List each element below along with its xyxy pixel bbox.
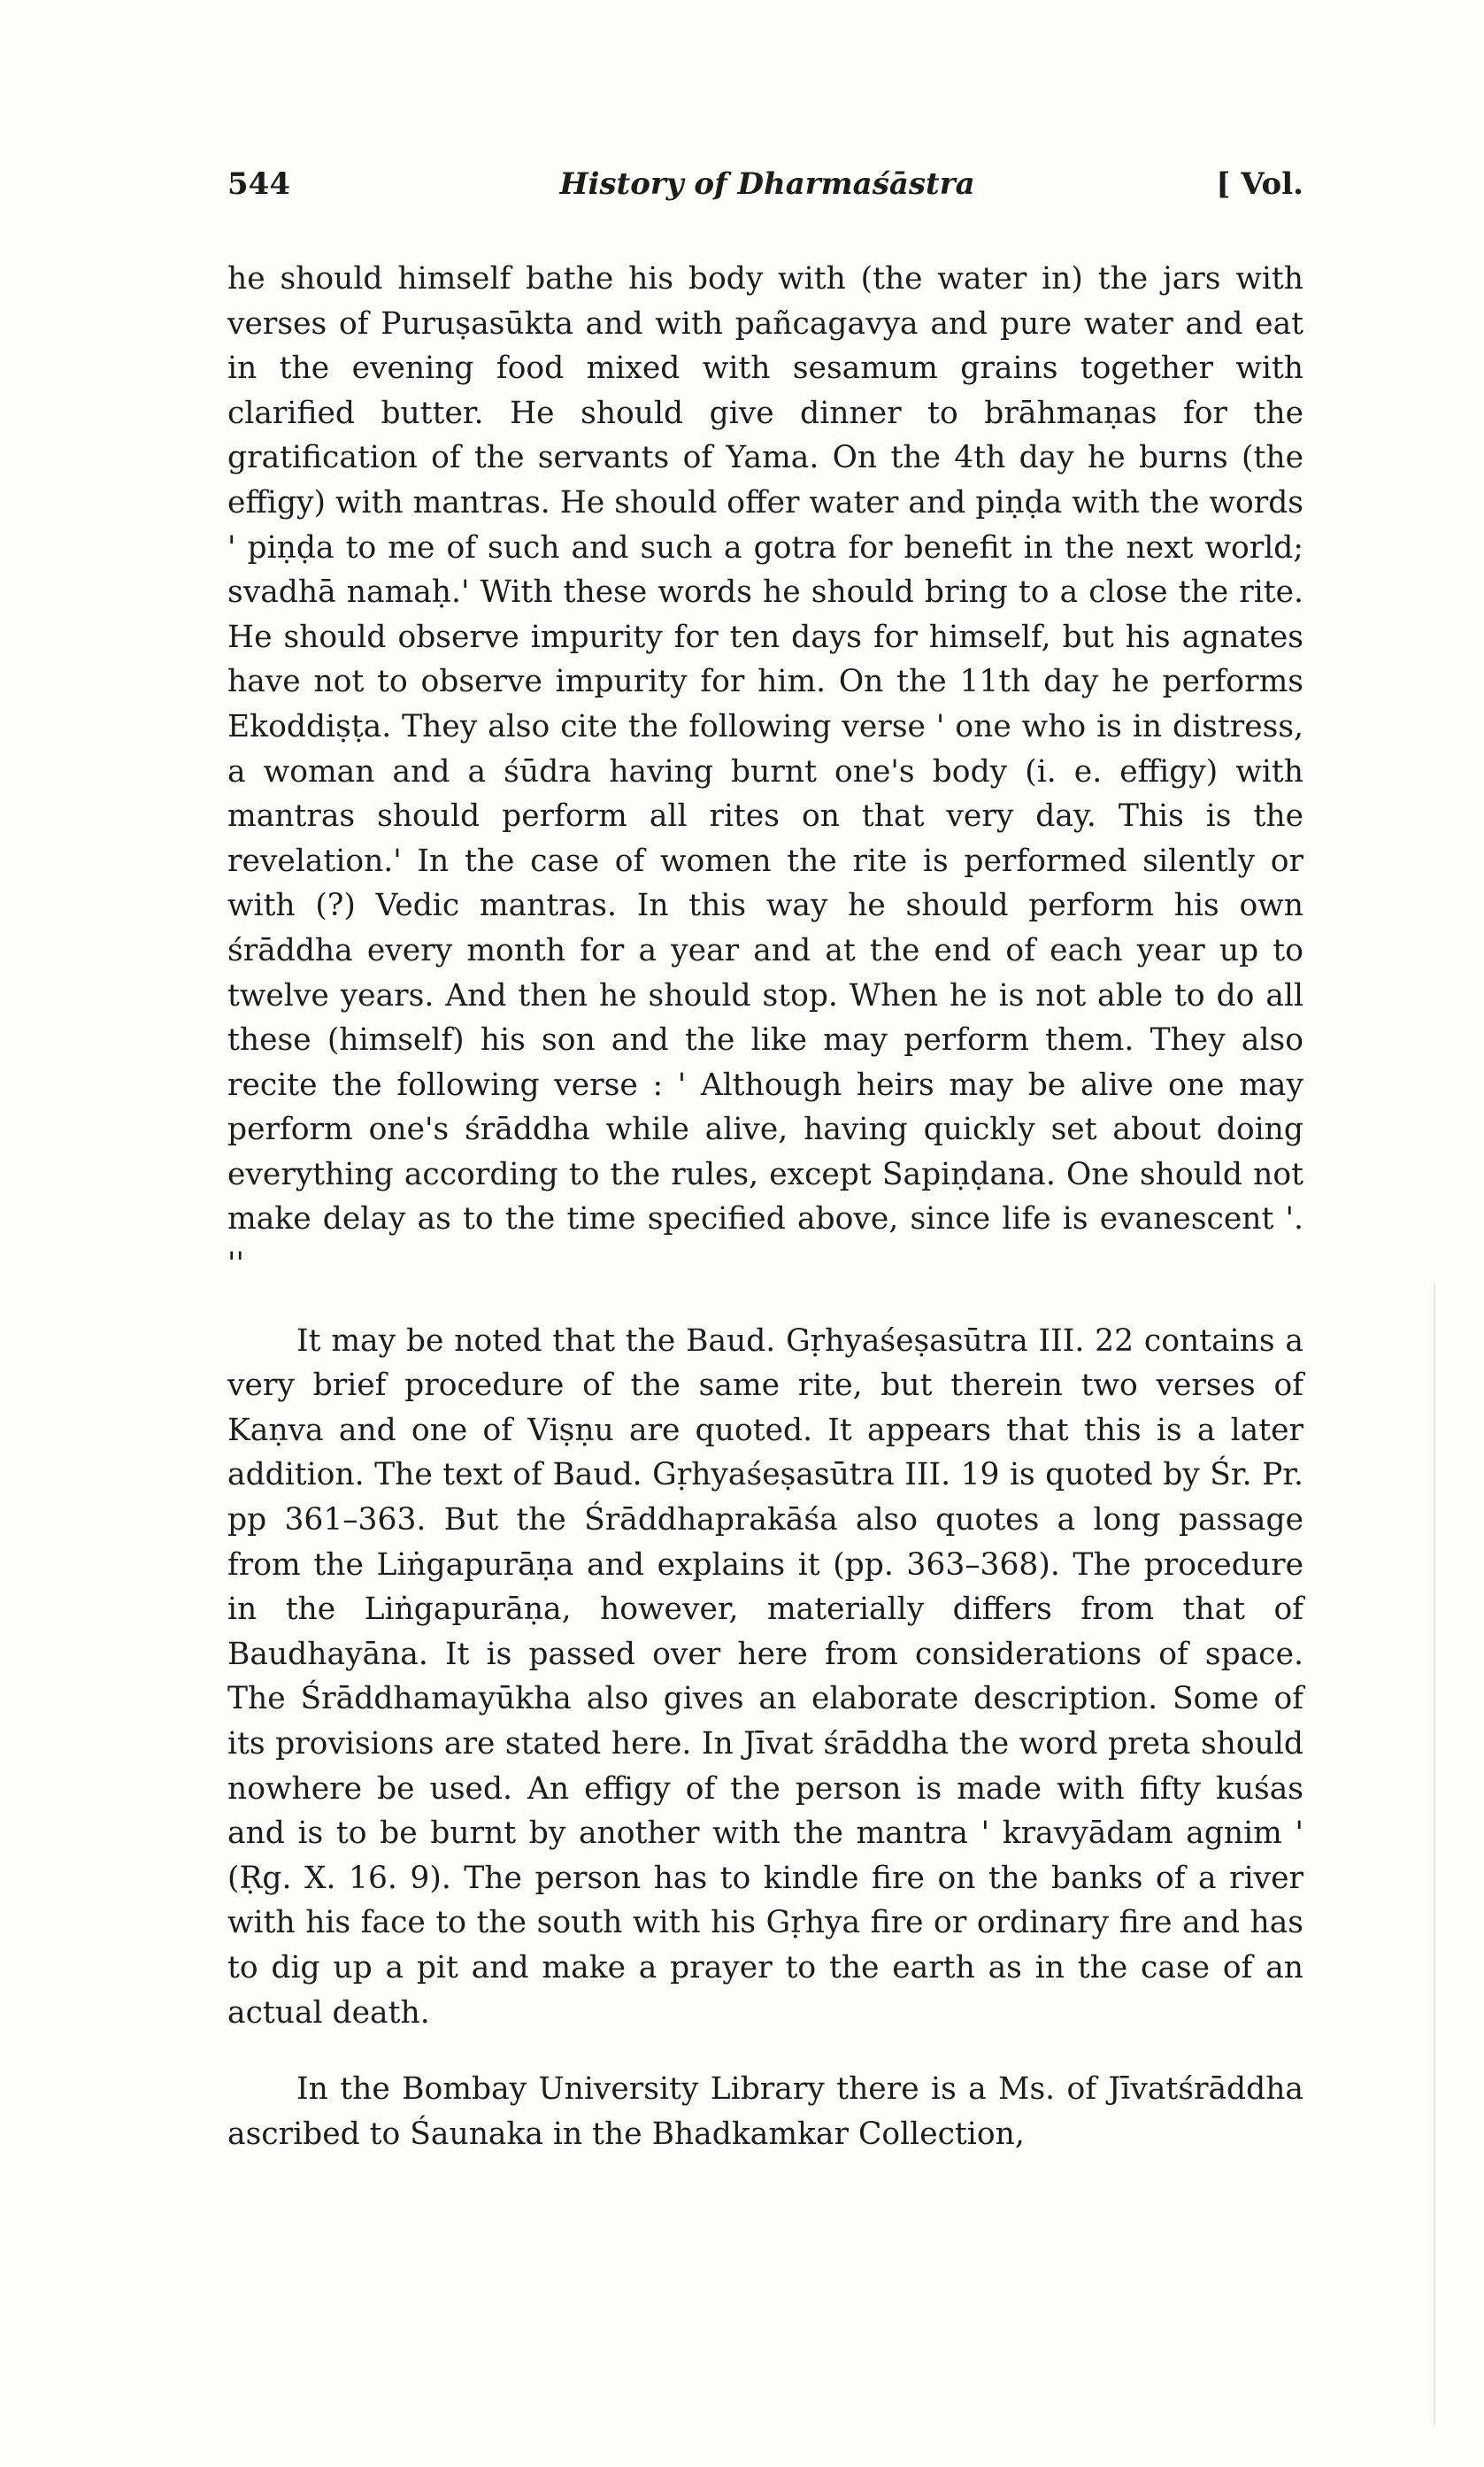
page-number: 544 — [227, 166, 290, 202]
paragraph-baudhayana: It may be noted that the Baud. Gṛhyaśeṣasūtra III. 22 contains a very brief procedure of the same rite, but therein two verses of Kaṇva and one of Viṣṇu are quoted. It appears that this is a later addition. The text of Baud. Gṛhyaśeṣasūtra III. 19 is quoted by Śr. Pr. pp 361–363. But the Śrāddhaprakāśa also quotes a long passage from the Liṅgapurāṇa and explains it (pp. 363–368). The procedure in the Liṅgapurāṇa, however, materially differs from that of Baudhayāna. It is passed over here from considerations of space. The Śrāddhamayūkha also gives an elaborate description. Some of its provisions are stated here. In Jīvat śrāddha the word preta should nowhere be used. An effigy of the person is made with fifty kuśas and is to be burnt by another with the mantra ' kravyādam agnim ' (Ṛg. X. 16. 9). The person has to kindle fire on the banks of a river with his face to the south with his Gṛhya fire or ordinary fire and has to dig up a pit and make a prayer to the earth as in the case of an actual death. — [227, 1322, 1303, 2031]
paragraph-continued: he should himself bathe his body with (the water in) the jars with verses of Puruṣasūkta and with pañcagavya and pure water and eat in the evening food mixed with sesamum grains together with clarified butter. He should give dinner to brāhmaṇas for the gratification of the servants of Yama. On the 4th day he burns (the effigy) with mantras. He should offer water and piṇḍa with the words ' piṇḍa to me of such and such a gotra for benefit in the next world; svadhā namaḥ.' With these words he should bring to a close the rite. He should observe impurity for ten days for himself, but his agnates have not to observe impurity for him. On the 11th day he performs Ekoddiṣṭa. They also cite the following verse ' one who is in distress, a woman and a śūdra having burnt one's body (i. e. effigy) with mantras should perform all rites on that very day. This is the revelation.' In the case of women the rite is performed silently or with (?) Vedic mantras. In this way he should perform his own śrāddha every month for a year and at the end of each year up to twelve years. And then he should stop. When he is not able to do all these (himself) his son and the like may perform them. They also recite the following verse : ' Although heirs may be alive one may perform one's śrāddha while alive, having quickly set about doing everything according to the rules, except Sapiṇḍana. One should not make delay as to the time specified above, since life is evanescent '. '' — [227, 261, 1303, 1283]
volume-label: [ Vol. — [1216, 166, 1303, 202]
body-text — [227, 257, 1303, 2156]
scan-margin-line — [1434, 1284, 1435, 2425]
page-header — [227, 166, 1303, 211]
running-title: History of Dharmaśāstra — [559, 166, 975, 202]
paragraph-bombay-library: In the Bombay University Library there is a Ms. of Jīvatśrāddha ascribed to Śaunaka in the Bhadkamkar Collection, — [227, 2071, 1303, 2152]
